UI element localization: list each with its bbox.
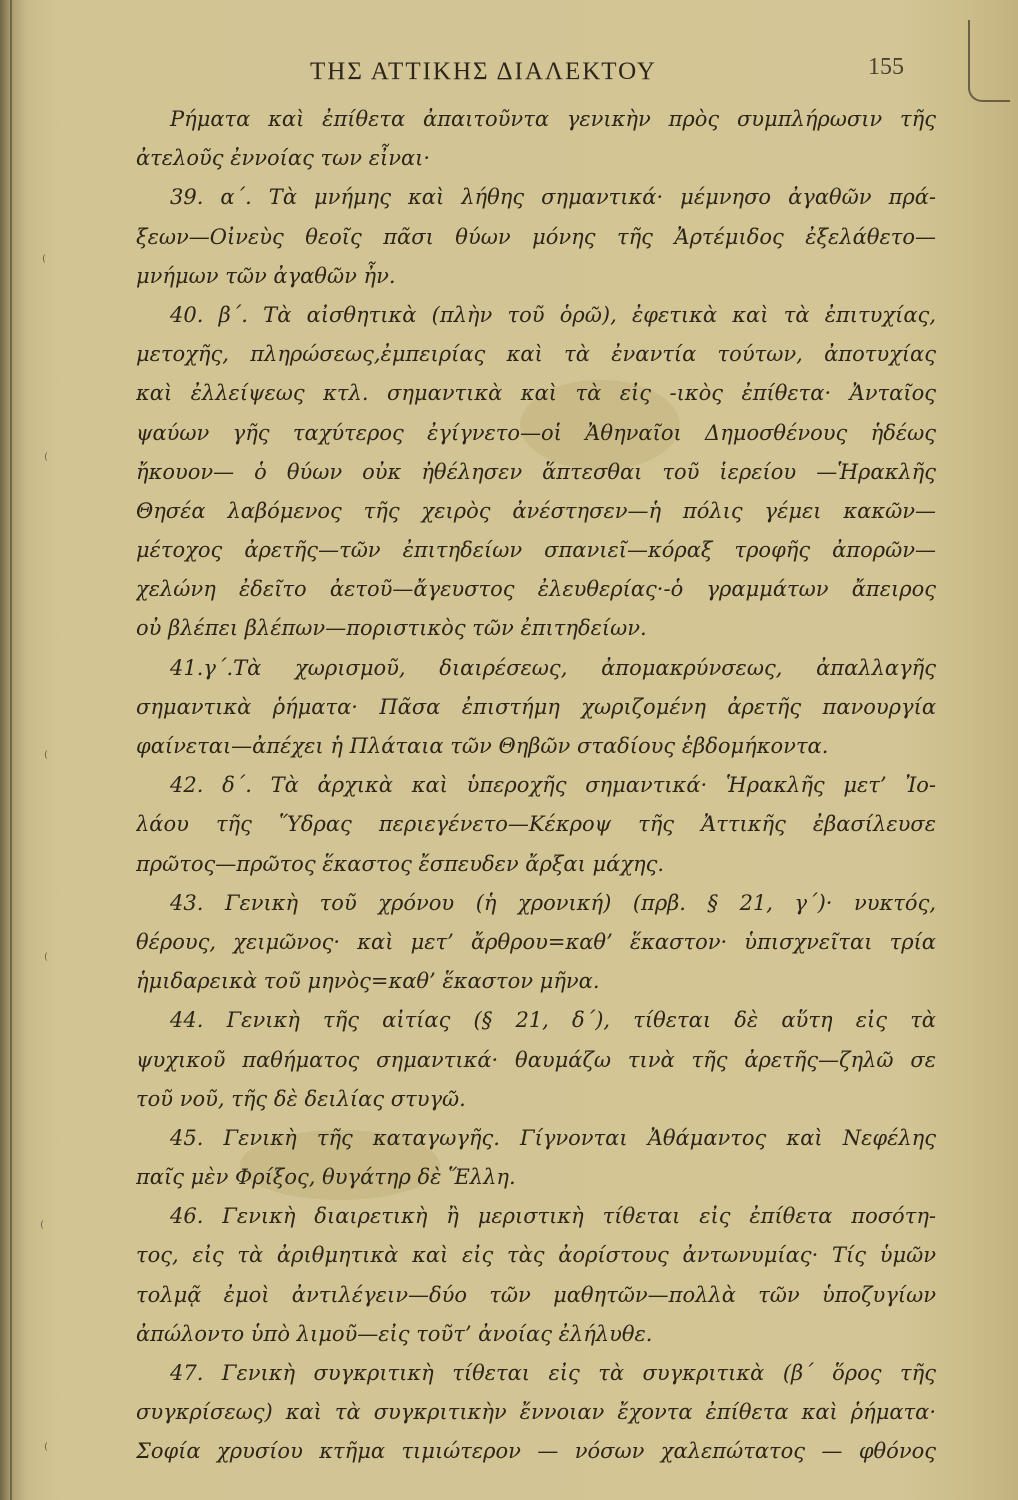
- text-line: πρῶτος—πρῶτος ἕκαστος ἔσπευδεν ἄρξαι μάχης.: [136, 851, 665, 876]
- text-line: 44. Γενικὴ τῆς αἰτίας (§ 21, δ΄), τίθεται δὲ αὕτη εἰς τὰ: [170, 1008, 936, 1033]
- text-line: θέρους, χειμῶνος· καὶ μετ’ ἄρθρου=καθ’ ἕκαστον· ὑπισχνεῖται τρία: [136, 929, 936, 954]
- text-line: 42. δ΄. Τὰ ἀρχικὰ καὶ ὑπεροχῆς σημαντικά· Ἡρακλῆς μετ’ Ἰο-: [170, 773, 936, 798]
- margin-mark: ⁽: [44, 748, 48, 767]
- margin-mark: ⁽: [40, 1218, 44, 1237]
- text-line: συγκρίσεως) καὶ τὰ συγκριτικὴν ἔννοιαν ἔχοντα ἐπίθετα καὶ ῥήματα·: [136, 1400, 936, 1425]
- text-line: Σοφία χρυσίου κτῆμα τιμιώτερον — νόσων χαλεπώτατος — φθόνος: [136, 1439, 936, 1464]
- text-line: ἤκουον— ὁ θύων οὐκ ἠθέλησεν ἅπτεσθαι τοῦ ἱερείου —Ἡρακλῆς: [136, 459, 936, 484]
- text-line: τοῦ νοῦ, τῆς δὲ δειλίας στυγῶ.: [136, 1086, 466, 1111]
- text-line: ἀτελοῦς ἐννοίας των εἶναι·: [136, 146, 431, 171]
- text-line: ψαύων γῆς ταχύτερος ἐγίγνετο—οἱ Ἀθηναῖοι Δημοσθένους ἡδέως: [136, 420, 936, 445]
- text-line: τολμᾷ ἐμοὶ ἀντιλέγειν—δύο τῶν μαθητῶν—πολλὰ τῶν ὑποζυγίων: [136, 1282, 936, 1307]
- text-line: Ρήματα καὶ ἐπίθετα ἀπαιτοῦντα γενικὴν πρὸς συμπλήρωσιν τῆς: [170, 107, 936, 131]
- text-line: σημαντικὰ ῥήματα· Πᾶσα ἐπιστήμη χωριζομένη ἀρετῆς πανουργία: [136, 694, 936, 719]
- text-line: 39. α΄. Τὰ μνήμης καὶ λήθης σημαντικά· μέμνησο ἀγαθῶν πρά-: [170, 185, 936, 210]
- text-line: μετοχῆς, πληρώσεως,ἐμπειρίας καὶ τὰ ἐναντία τούτων, ἀποτυχίας: [136, 342, 936, 367]
- text-line: μνήμων τῶν ἀγαθῶν ἦν.: [136, 263, 396, 288]
- text-line: παῖς μὲν Φρίξος, θυγάτηρ δὲ Ἕλλη.: [136, 1165, 516, 1190]
- text-line: φαίνεται—ἀπέχει ἡ Πλάταια τῶν Θηβῶν σταδίους ἑβδομήκοντα.: [136, 734, 829, 758]
- margin-mark: ⁽: [44, 950, 48, 969]
- binding-gutter: [10, 0, 12, 1500]
- margin-mark: ⁽: [42, 252, 46, 271]
- text-line: Θησέα λαβόμενος τῆς χειρὸς ἀνέστησεν—ἡ πόλις γέμει κακῶν—: [136, 498, 936, 523]
- text-line: μέτοχος ἀρετῆς—τῶν ἐπιτηδείων σπανιεῖ—κόραξ τροφῆς ἀπορῶν—: [136, 538, 936, 563]
- text-line: ξεων—Οἰνεὺς θεοῖς πᾶσι θύων μόνης τῆς Ἀρτέμιδος ἐξελάθετο—: [136, 224, 936, 249]
- margin-mark: ⁽: [44, 450, 48, 469]
- text-line: λάου τῆς Ὕδρας περιεγένετο—Κέκροψ τῆς Ἀττικῆς ἐβασίλευσε: [136, 812, 936, 837]
- text-line: 47. Γενικὴ συγκριτικὴ τίθεται εἰς τὰ συγκριτικὰ (β΄ ὅρος τῆς: [170, 1361, 936, 1385]
- text-line: 46. Γενικὴ διαιρετικὴ ἢ μεριστικὴ τίθεται εἰς ἐπίθετα ποσότη-: [170, 1204, 936, 1229]
- text-line: οὐ βλέπει βλέπων—ποριστικὸς τῶν ἐπιτηδείων.: [136, 616, 647, 641]
- text-line: 40. β΄. Τὰ αἰσθητικὰ (πλὴν τοῦ ὁρῶ), ἐφετικὰ καὶ τὰ ἐπιτυχίας,: [170, 302, 936, 327]
- text-line: ἀπώλοντο ὑπὸ λιμοῦ—εἰς τοῦτ’ ἀνοίας ἐλήλυθε.: [136, 1321, 653, 1346]
- text-line: καὶ ἐλλείψεως κτλ. σημαντικὰ καὶ τὰ εἰς -ικὸς ἐπίθετα· Ἀνταῖος: [136, 381, 936, 406]
- page-header: [0, 48, 1018, 88]
- body-text: [136, 100, 936, 1472]
- running-title: ΤΗΣ ΑΤΤΙΚΗΣ ΔΙΑΛΕΚΤΟΥ: [310, 58, 657, 85]
- page-number: 155: [868, 54, 904, 80]
- text-line: ψυχικοῦ παθήματος σημαντικά· θαυμάζω τινὰ τῆς ἀρετῆς—ζηλῶ σε: [136, 1047, 936, 1072]
- text-line: τος, εἰς τὰ ἀριθμητικὰ καὶ εἰς τὰς ἀορίστους ἀντωνυμίας· Τίς ὑμῶν: [136, 1243, 936, 1268]
- text-line: χελώνη ἐδεῖτο ἀετοῦ—ἄγευστος ἐλευθερίας·-ὁ γραμμάτων ἄπειρος: [136, 577, 936, 602]
- margin-mark: ⁽: [44, 1440, 48, 1459]
- text-line: 41.γ΄.Τὰ χωρισμοῦ, διαιρέσεως, ἀπομακρύνσεως, ἀπαλλαγῆς: [170, 655, 936, 680]
- text-line: 45. Γενικὴ τῆς καταγωγῆς. Γίγνονται Ἀθάμαντος καὶ Νεφέλης: [170, 1125, 936, 1150]
- text-line: ἡμιδαρεικὰ τοῦ μηνὸς=καθ’ ἕκαστον μῆνα.: [136, 969, 600, 994]
- text-line: 43. Γενικὴ τοῦ χρόνου (ἡ χρονική) (πρβ. § 21, γ΄)· νυκτός,: [170, 890, 936, 915]
